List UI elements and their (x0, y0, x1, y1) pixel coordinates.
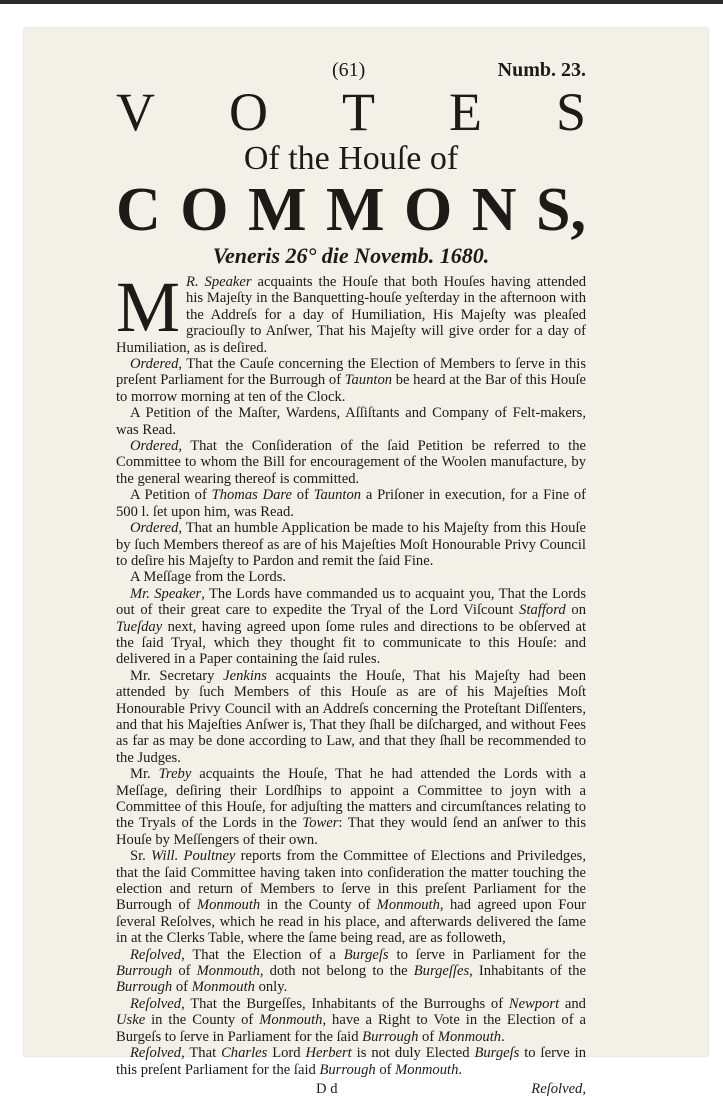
italic-text: Jenkins (223, 667, 267, 684)
italic-text: Herbert (305, 1045, 352, 1062)
text-run: reports from the Committee of Elections and Priviledges, that the ſaid Committee having taken into conſideration the matter touching the election and return of Members to ſerve in this preſent Parliament for the Burrough of (116, 848, 587, 914)
text-run: Lord (267, 1045, 306, 1062)
text-run: of (375, 1061, 396, 1078)
text-run: , That an humble Application be made to his Majeſty from this Houſe by ſuch Members thereof as are of his Majeſties Moſt Honourable Privy Council to deſire his Majeſty to Pardon and remit the ſaid Fine. (116, 520, 586, 569)
title-letter: O (404, 176, 453, 244)
italic-text: Stafford (519, 602, 566, 619)
text-run: , That the Conſideration of the ſaid Petition be referred to the Committee to whom the Bill for encouragement of the Woolen manufacture, by the general wearing thereof is committed. (116, 438, 586, 487)
title-votes (116, 84, 586, 140)
page-footer (116, 1080, 586, 1098)
italic-text: Will. Poultney (151, 848, 236, 865)
paragraph (116, 1045, 586, 1078)
title-letter: S (555, 82, 586, 142)
italic-text: Burrough (319, 1061, 376, 1078)
italic-text: Newport (508, 995, 560, 1012)
text-run: in the County of (260, 897, 377, 914)
text-run: of (418, 1028, 438, 1045)
text-run: : That they would ſend an anſwer to this Houſe by Meſſengers of their own. (116, 815, 586, 848)
italic-text: Burgeſs (474, 1045, 520, 1062)
italic-text: Uske (116, 1012, 146, 1029)
italic-text: Treby (158, 766, 192, 783)
paragraph (116, 267, 586, 356)
title-letter: V (116, 82, 155, 142)
text-run: in the County of (145, 1012, 260, 1029)
italic-text: Charles (221, 1045, 268, 1062)
text-run: Mr. (130, 766, 159, 783)
paragraph (116, 766, 586, 848)
text-run: acquaints the Houſe that both Houſes having attended his Majeſty in the Banquetting-houſe yeſterday in the afternoon with the Addreſs for a day of Humiliation, His Majeſty was pleaſed graciouſly to Anſwer, That his Majeſty will give order for a day of Humiliation, as is deſired. (116, 274, 586, 356)
text-run: to ſerve in Parliament for the (388, 946, 587, 963)
italic-text: Ordered (130, 520, 179, 537)
italic-text: Monmouth (376, 897, 440, 914)
paragraph (116, 487, 586, 520)
italic-text: Reſolved (130, 1045, 182, 1062)
text-run: a Priſoner in execution, for a Fine of 500 l. ſet upon him, was Read. (116, 487, 586, 520)
text-run: on (565, 602, 586, 619)
text-run: . (458, 1061, 463, 1078)
text-run: acquaints the Houſe, That he had attended the Lords with a Meſſage, deſiring their Lordſhips to appoint a Committee to joyn with a Committee of this Houſe, for adjuſting the matters and circumſtances relating to the Tryals of the Lords in the (116, 766, 586, 832)
paragraph (116, 848, 586, 946)
paragraph (116, 356, 586, 405)
title-commons (116, 178, 586, 242)
text-run: A Meſſage from the Lords. (130, 569, 287, 586)
title-house-of: Of the Houſe of (243, 140, 459, 177)
text-run: , have a Right to Vote in the Election of a Burgeſs to ſerve in Parliament for the ſaid (116, 1012, 586, 1045)
text-run: acquaints the Houſe, That his Majeſty had been attended by ſuch Members of this Houſe as are of his Majeſties Moſt Honourable Privy Council with an Addreſs concerning the Proteſtant Diſſenters, and that his Majeſties Anſwer is, That they ſhall be diſcharged, and without Fees as far as may be done according to Law, and that they ſhall be recommended to the Judges. (116, 667, 587, 766)
text-run: , That (181, 1045, 222, 1062)
paragraph (116, 438, 586, 487)
text-run: , That the Cauſe concerning the Election of Members to ſerve in this preſent Parliament for the Burrough of (116, 356, 586, 389)
paragraph (116, 405, 586, 438)
italic-text: Taunton (313, 487, 362, 504)
italic-text: Tower (302, 815, 339, 832)
italic-text: Thomas Dare (211, 487, 293, 504)
italic-text: R. Speaker (186, 274, 252, 290)
issue-number: Numb. 23. (497, 59, 586, 81)
text-run: , That the Election of a (181, 946, 344, 963)
italic-text: Monmouth (437, 1028, 502, 1045)
text-run: Mr. Secretary (130, 667, 224, 684)
text-run: to ſerve in this preſent Parliament for the ſaid (116, 1045, 586, 1078)
catchword: Reſolved, (531, 1080, 586, 1097)
italic-text: Burrough (116, 979, 173, 996)
text-run: of (172, 963, 197, 980)
italic-text: Taunton (344, 372, 393, 389)
title-letter: M (247, 176, 307, 244)
text-run: only. (254, 979, 288, 996)
paragraph (116, 520, 586, 569)
text-run: A Petition of the Maſter, Wardens, Aſſiſtants and Company of Felt-makers, was Read. (116, 405, 586, 438)
page-number: (61) (332, 59, 366, 81)
italic-text: Mr. Speaker (130, 585, 202, 602)
italic-text: Ordered (130, 356, 179, 373)
italic-text: Ordered (130, 438, 179, 455)
italic-text: Burgeſs (343, 946, 389, 963)
session-date: Veneris 26° die Novemb. 1680. (212, 243, 490, 268)
text-run: , The Lords have commanded us to acquaint you, That the Lords out of their great care to expedite the Tryal of the Lord Viſcount (116, 585, 586, 619)
title-letter: T (341, 82, 375, 142)
text-run: and (559, 995, 586, 1012)
text-run: , Inhabitants of the (469, 963, 586, 980)
drop-cap: M (116, 267, 181, 347)
page-header (116, 58, 586, 82)
title-letter: N (471, 176, 517, 244)
italic-text: Reſolved (130, 946, 182, 963)
title-letter: S, (536, 176, 586, 244)
italic-text: Monmouth (191, 979, 255, 996)
document-body (116, 267, 587, 1078)
title-letter: C (116, 176, 161, 244)
title-letter: O (180, 176, 229, 244)
italic-text: Monmouth (259, 1012, 323, 1029)
text-run: is not duly Elected (351, 1045, 475, 1062)
text-run: next, having agreed upon ſome rules and directions to be obſerved at the ſaid Tryal, which they thought fit to communicate to this Houſe: and delivered in a Paper containing the ſaid rules. (116, 618, 586, 668)
paragraph (116, 947, 586, 996)
italic-text: Reſolved (130, 995, 182, 1012)
italic-text: Monmouth (196, 897, 261, 914)
paragraph (116, 668, 586, 766)
text-run: . (501, 1028, 505, 1045)
title-letter: E (448, 82, 482, 142)
text-run: Sr. (130, 848, 152, 865)
text-run: , doth not belong to the (259, 963, 414, 980)
italic-text: Monmouth (395, 1061, 459, 1078)
title-letter: M (326, 176, 385, 244)
text-run: , had agreed upon Four ſeveral Reſolves, which he read in his place, and afterwards delivered the ſame in at the Clerks Table, where the ſame being read, are as followeth, (116, 897, 586, 947)
text-run: of (292, 487, 314, 504)
page-content (116, 58, 586, 1098)
italic-text: Burgeſſes (413, 963, 470, 980)
signature-mark: D d (316, 1080, 338, 1097)
text-run: A Petition of (130, 487, 212, 504)
text-run: , That the Burgeſſes, Inhabitants of the Burroughs of (181, 995, 509, 1012)
italic-text: Burrough (362, 1028, 419, 1045)
italic-text: Monmouth (196, 963, 260, 980)
text-run: be heard at the Bar of this Houſe to morrow morning at ten of the Clock. (116, 372, 586, 405)
paragraph (116, 996, 586, 1045)
italic-text: Burrough (116, 963, 173, 980)
paragraph (116, 586, 586, 668)
text-run: of (172, 979, 192, 996)
title-letter: O (228, 82, 268, 142)
top-edge (0, 0, 723, 4)
paragraph (116, 569, 586, 585)
italic-text: Tueſday (116, 618, 163, 635)
